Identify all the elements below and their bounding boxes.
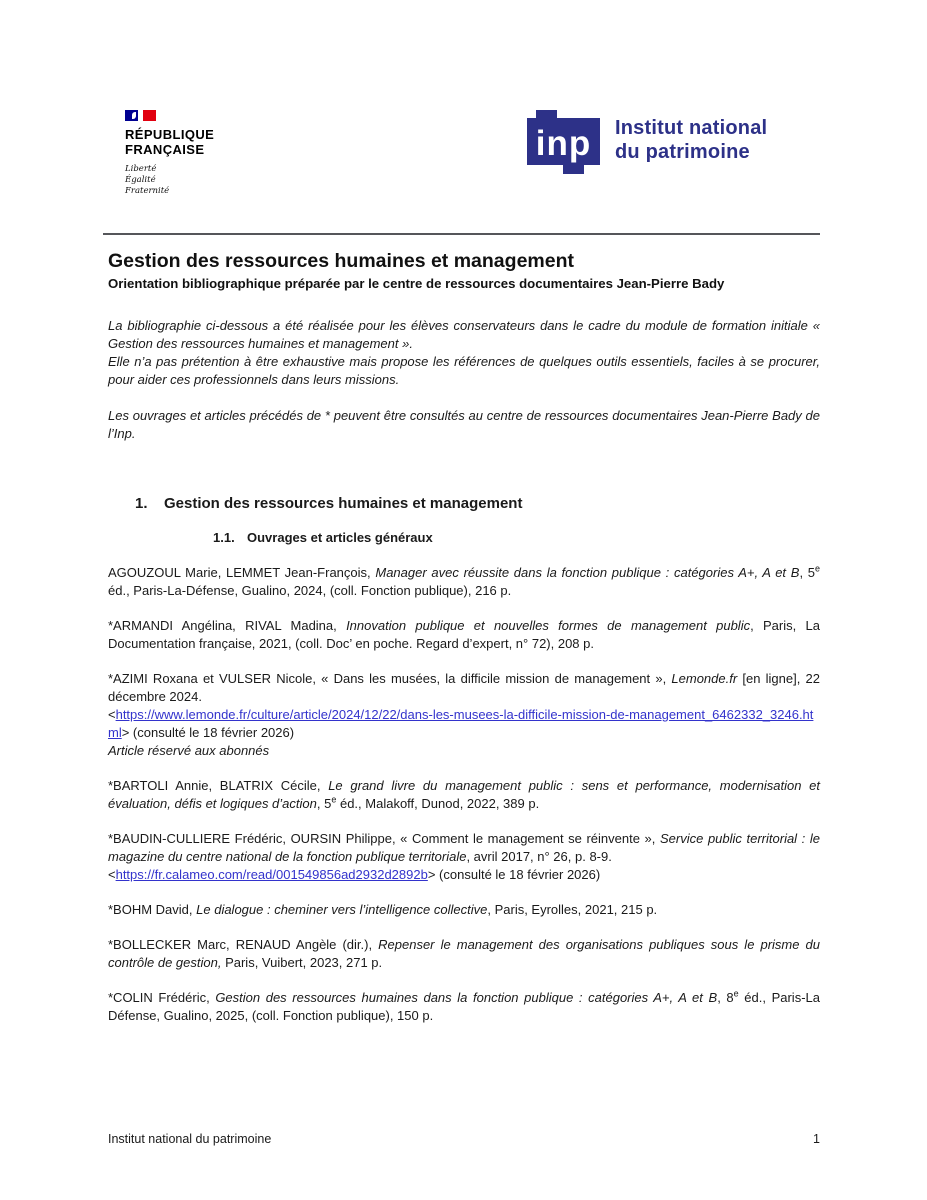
motto-egalite: Égalité [125,175,156,185]
intro-paragraph-3: Les ouvrages et articles précédés de * peuvent être consultés au centre de ressources documentaires Jean-Pierre Bady de l’Inp. [108,408,820,441]
bibliography-entry [108,564,820,600]
header-divider [103,233,820,235]
bibliography-list [108,564,820,1025]
entry-text: *BOLLECKER Marc, RENAUD Angèle (dir.), [108,937,379,952]
motto [125,164,235,197]
entry-text: *BARTOLI Annie, BLATRIX Cécile, [108,778,329,793]
motto-fraternite: Fraternité [125,186,170,196]
entry-text: < [108,707,116,722]
section-label: Gestion des ressources humaines et management [164,495,523,512]
entry-text: *ARMANDI Angélina, RIVAL Madina, [108,618,347,633]
entry-text: , 5 [799,565,815,580]
entry-text: > (consulté le 18 février 2026) [121,725,295,740]
intro-paragraph-2: Elle n’a pas prétention à être exhaustive mais propose les références de quelques outils essentiels, faciles à se procurer, pour aider ces professionnels dans leurs missions. [108,354,820,387]
section-heading-1 [108,495,820,512]
intro-paragraph-1: La bibliographie ci-dessous a été réalisée pour les élèves conservateurs dans le cadre du module de formation initiale « Gestion des ressources humaines et management ». [108,318,820,351]
inp-institution-name [615,116,767,164]
footer-institution: Institut national du patrimoine [108,1132,272,1146]
motto-liberte: Liberté [125,164,157,174]
entry-title-italic: Gestion des ressources humaines dans la fonction publique : catégories A+, A et B [215,990,718,1005]
entry-title-italic: Repenser le management des organisations publiques sous le prisme du contrôle de gestion, [108,937,820,970]
subsection-heading-1-1 [108,530,820,545]
entry-title-italic: Le grand livre du management public : sens et performance, modernisation et évaluation, défis et logiques d’action [108,778,820,811]
inp-name-line1: Institut national [615,117,768,139]
bibliography-entry [108,936,820,972]
republique-text: RÉPUBLIQUE [125,127,215,142]
entry-title-italic: Article réservé aux abonnés [108,743,270,758]
inp-logo-mark [527,118,600,165]
footer-page-number: 1 [813,1132,820,1146]
section-number: 1. [135,495,148,512]
republique-francaise-logo [125,110,235,197]
entry-title-italic: Manager avec réussite dans la fonction publique : catégories A+, A et B [375,565,800,580]
entry-text: éd., Paris-La-Défense, Gualino, 2024, (coll. Fonction publique), 216 p. [108,583,512,598]
entry-text: éd., Paris-La Défense, Gualino, 2025, (coll. Fonction publique), 150 p. [108,990,820,1023]
external-link[interactable]: https://www.lemonde.fr/culture/article/2024/12/22/dans-les-musees-la-difficile-mission-de-management_6462332_3246.html [108,707,814,740]
entry-text: *COLIN Frédéric, [108,990,216,1005]
bibliography-entry [108,989,820,1025]
entry-text: *BAUDIN-CULLIERE Frédéric, OURSIN Philippe, « Comment le management se réinvente », [108,831,660,846]
entry-text: AGOUZOUL Marie, LEMMET Jean-François, [108,565,376,580]
entry-text: Paris, Vuibert, 2023, 271 p. [221,955,383,970]
francaise-text: FRANÇAISE [125,142,205,157]
page-subtitle: Orientation bibliographique préparée par le centre de ressources documentaires Jean-Pierre Bady [108,276,725,291]
external-link[interactable]: https://fr.calameo.com/read/001549856ad2932d2892b [115,867,428,882]
page-title: Gestion des ressources humaines et management [108,250,575,272]
entry-text: *AZIMI Roxana et VULSER Nicole, « Dans les musées, la difficile mission de management », [108,671,672,686]
entry-text: , 5 [316,796,332,811]
entry-text: , 8 [717,990,734,1005]
subsection-number: 1.1. [213,530,235,545]
entry-text: *BOHM David, [108,902,197,917]
entry-title-italic: Lemonde.fr [671,671,738,686]
bibliography-entry [108,670,820,760]
edition-superscript: e [331,794,337,805]
edition-superscript: e [815,563,821,574]
text-column [108,250,820,1042]
french-flag-icon [125,110,235,121]
bibliography-entry [108,830,820,884]
bibliography-entry [108,901,820,919]
subsection-label: Ouvrages et articles généraux [247,530,433,545]
entry-title-italic: Le dialogue : cheminer vers l’intelligence collective [196,902,488,917]
introduction [108,317,820,443]
inp-acronym: inp [535,124,592,163]
inp-logo [527,110,767,165]
inp-name-line2: du patrimoine [615,141,750,163]
entry-text: < [108,867,116,882]
edition-superscript: e [733,988,739,999]
bibliography-entry [108,777,820,813]
entry-text: [en ligne], 22 décembre 2024. [108,671,821,704]
entry-title-italic: Innovation publique et nouvelles formes de management public [346,618,751,633]
entry-text: éd., Malakoff, Dunod, 2022, 389 p. [336,796,540,811]
flag-red-block [143,110,156,121]
entry-text: > (consulté le 18 février 2026) [427,867,601,882]
entry-text: , Paris, La Documentation française, 2021, (coll. Doc’ en poche. Regard d’expert, n° 72), 208 p. [108,618,820,651]
entry-text: , avril 2017, n° 26, p. 8-9. [466,849,612,864]
page-footer [108,1132,820,1146]
flag-blue-block [125,110,138,121]
entry-title-italic: Service public territorial : le magazine du centre national de la fonction publique territoriale [108,831,820,864]
bibliography-entry [108,617,820,653]
entry-text: , Paris, Eyrolles, 2021, 215 p. [487,902,658,917]
